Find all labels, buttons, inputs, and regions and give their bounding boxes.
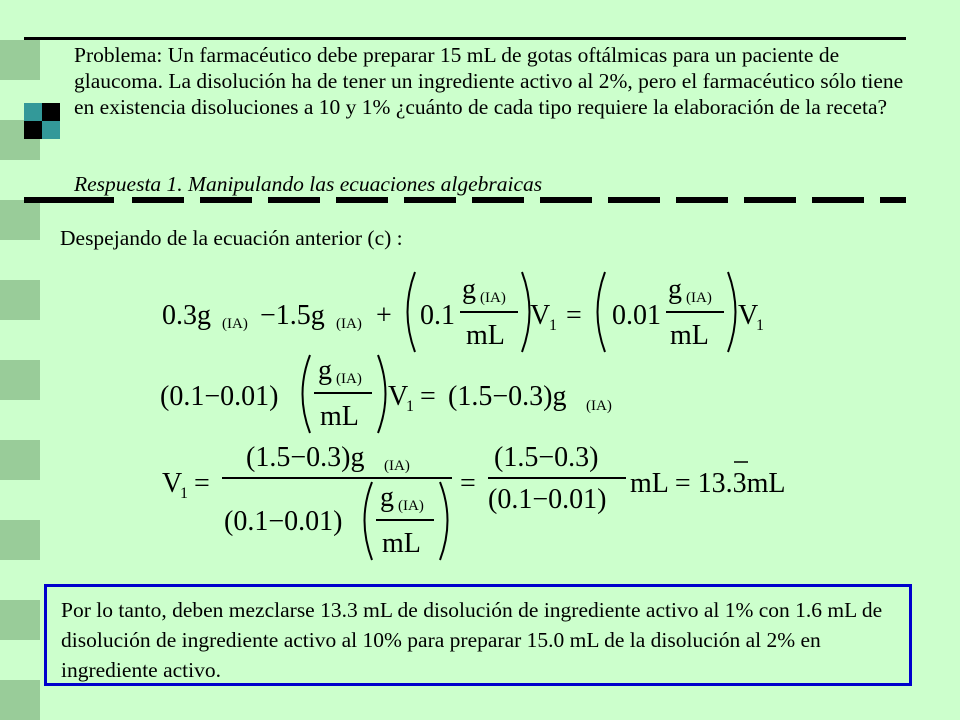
svg-text:(1.5−0.3): (1.5−0.3)	[494, 442, 599, 473]
svg-text:+: +	[376, 300, 392, 331]
svg-text:1: 1	[406, 398, 414, 415]
svg-text:(IA): (IA)	[686, 290, 712, 306]
problem-statement: Problema: Un farmacéutico debe preparar 15 mL de gotas oftálmicas para un paciente de glaucoma. La disolución ha de tener un ingrediente activo al 2%, pero el farmacéutico sólo tiene en existencia disoluciones a 10 y 1% ¿cuánto de cada tipo requiere la elaboración de la receta?	[74, 43, 904, 119]
svg-text:=: =	[194, 468, 210, 499]
svg-text:(1.5−0.3)g: (1.5−0.3)g	[448, 381, 567, 412]
intro-text: Despejando de la ecuación anterior (c) :	[60, 226, 403, 250]
equation-3	[162, 442, 786, 560]
svg-text:g: g	[380, 482, 394, 513]
svg-text:(IA): (IA)	[384, 458, 410, 474]
svg-text:0.1: 0.1	[420, 300, 455, 331]
svg-text:=: =	[460, 468, 476, 499]
svg-text:(IA): (IA)	[586, 398, 612, 414]
svg-text:(0.1−0.01): (0.1−0.01)	[488, 484, 607, 515]
svg-text:1: 1	[549, 317, 557, 334]
svg-text:mL: mL	[320, 401, 359, 432]
svg-text:(1.5−0.3)g: (1.5−0.3)g	[246, 442, 365, 473]
answer-title: Respuesta 1. Manipulando las ecuaciones algebraicas	[74, 172, 543, 196]
conclusion-box	[44, 584, 912, 686]
svg-text:g: g	[462, 274, 476, 305]
svg-text:mL: mL	[382, 528, 421, 559]
svg-text:mL: mL	[670, 320, 709, 351]
svg-text:mL = 13.3mL: mL = 13.3mL	[630, 468, 786, 499]
svg-text:(IA): (IA)	[336, 371, 362, 387]
svg-text:=: =	[420, 381, 436, 412]
svg-text:V: V	[388, 381, 409, 412]
equation-2	[160, 355, 612, 433]
svg-text:(0.1−0.01): (0.1−0.01)	[160, 381, 279, 412]
svg-text:(IA): (IA)	[398, 498, 424, 514]
svg-text:0.01: 0.01	[612, 300, 661, 331]
svg-text:mL: mL	[466, 320, 505, 351]
svg-text:g: g	[318, 355, 332, 386]
svg-text:=: =	[566, 300, 582, 331]
conclusion-text: Por lo tanto, deben mezclarse 13.3 mL de disolución de ingrediente activo al 1% con 1.6 mL de disolución de ingrediente activo al 10% para preparar 15.0 mL de la disolución al 2% en ingrediente activo.	[61, 598, 883, 682]
svg-text:(IA): (IA)	[480, 290, 506, 306]
svg-text:(IA): (IA)	[222, 316, 248, 332]
svg-text:V: V	[530, 300, 551, 331]
svg-text:(IA): (IA)	[336, 316, 362, 332]
equation-1	[162, 272, 764, 352]
svg-text:(0.1−0.01): (0.1−0.01)	[224, 506, 343, 537]
svg-text:V: V	[162, 468, 183, 499]
svg-text:1: 1	[180, 485, 188, 502]
svg-text:0.3g: 0.3g	[162, 300, 211, 331]
svg-text:1: 1	[756, 317, 764, 334]
svg-text:−1.5g: −1.5g	[260, 300, 325, 331]
svg-text:g: g	[668, 274, 682, 305]
svg-text:V: V	[738, 300, 759, 331]
